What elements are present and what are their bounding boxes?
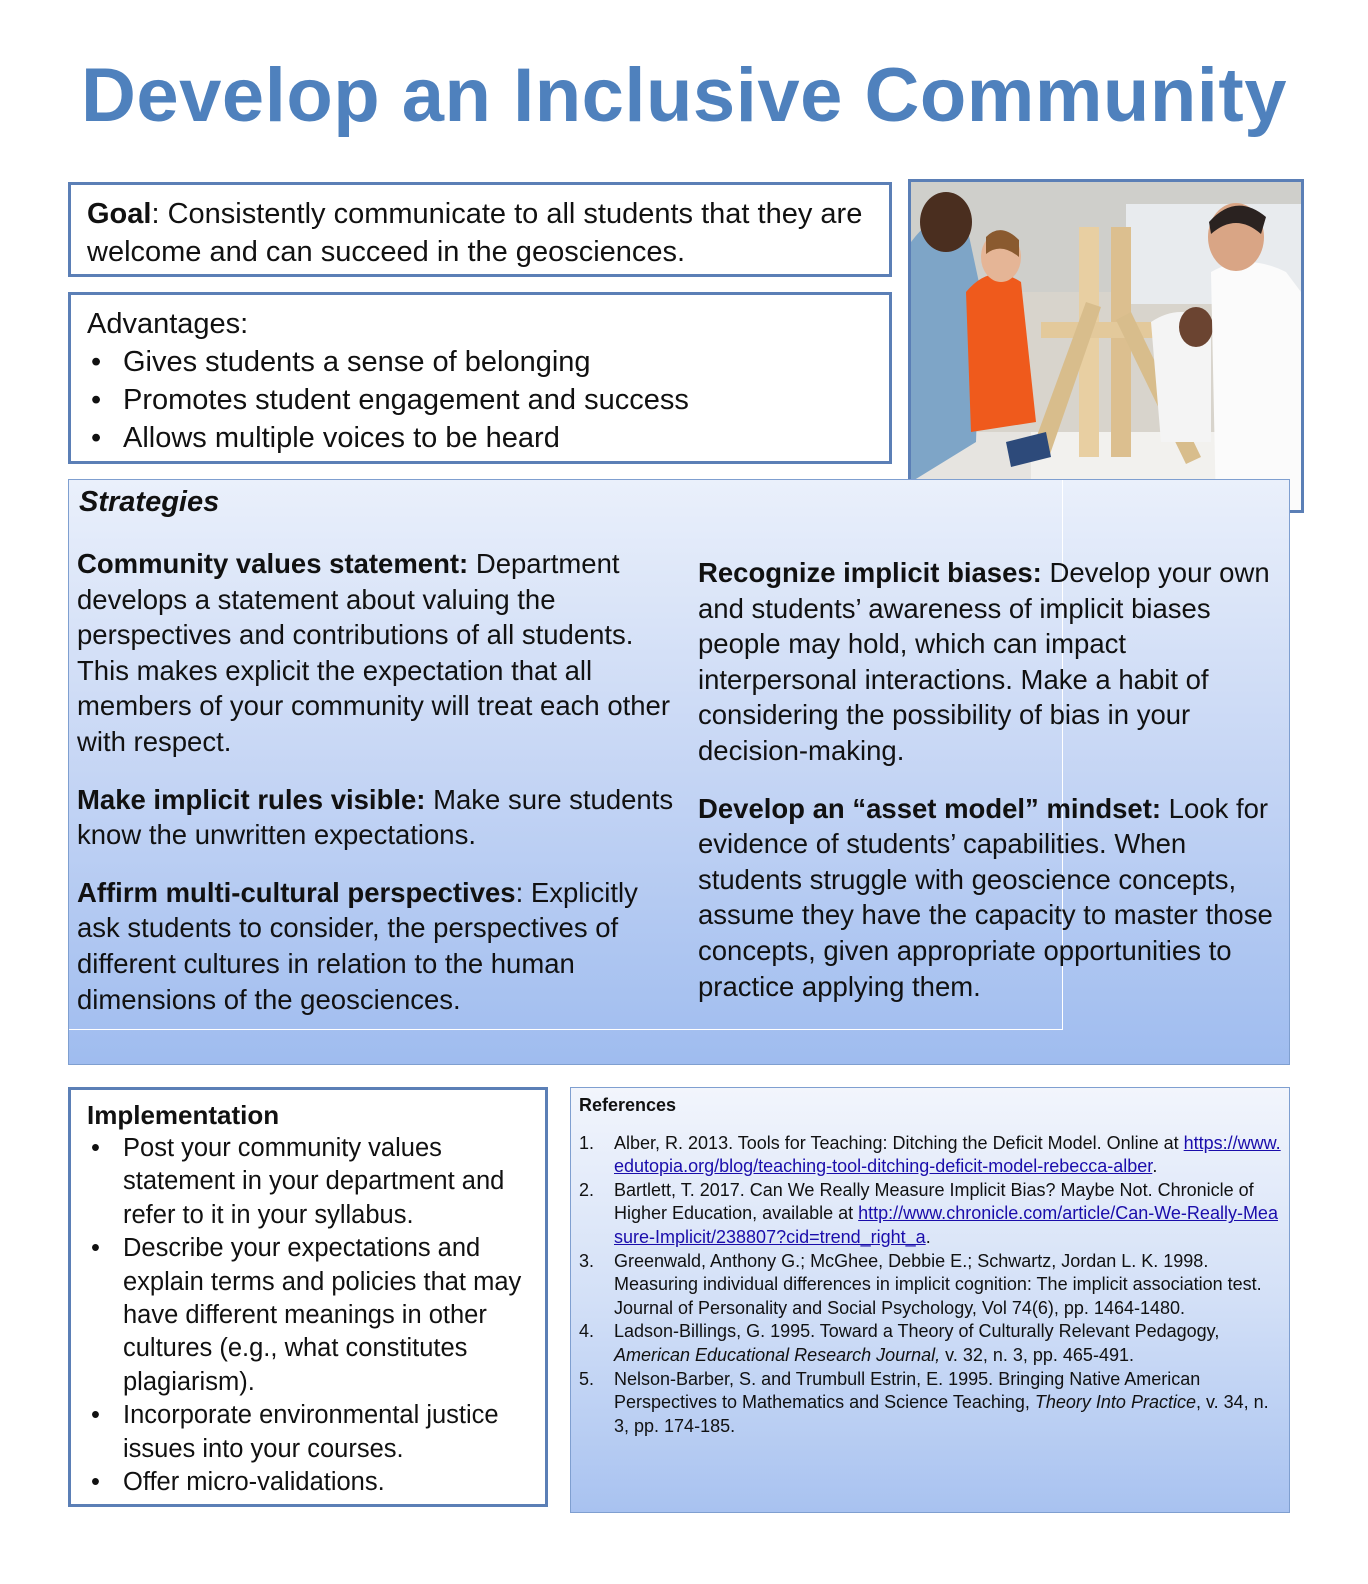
photo-illustration [911, 182, 1301, 510]
reference-item [579, 1320, 1281, 1367]
reference-text: v. 32, n. 3, pp. 465-491. [940, 1344, 1134, 1365]
reference-link[interactable]: http://www.chronicle.com/article/Can-We-Really-Measure-Implicit/238807?cid=trend_right_a [614, 1203, 1278, 1247]
strategy-text: : Explicitly ask students to consider, the perspectives of different cultures in relation to the human dimensions of the geosciences. [77, 876, 638, 1015]
reference-item [579, 1368, 1281, 1439]
reference-item [579, 1179, 1281, 1250]
students-building-photo [908, 179, 1304, 513]
reference-number: 4. [579, 1321, 595, 1342]
strategy-title: Develop an “asset model” mindset: [698, 792, 1162, 824]
advantages-box: Advantages: • Gives students a sense of belonging • Promotes student engagement and success • Allows multiple voices to be heard [68, 292, 892, 464]
strategy-text: Department develops a statement about valuing the perspectives and contributions of all students. This makes explicit the expectation that all members of your community will treat each other with respect. [77, 548, 670, 757]
strategy-item [698, 791, 1288, 1005]
reference-text: Nelson-Barber, S. and Trumbull Estrin, E. 1995. Bringing Native American Perspectives to Mathematics and Science Teaching, [614, 1368, 1201, 1413]
reference-item [579, 1132, 1281, 1179]
strategies-left-column [77, 546, 677, 1039]
list-item: • Post your community values statement in your department and refer to it in your syllabus. [87, 1132, 529, 1232]
strategy-item [698, 555, 1288, 769]
strategy-title: Recognize implicit biases: [698, 557, 1042, 588]
page-title: Develop an Inclusive Community [81, 53, 1287, 138]
strategy-item [77, 782, 677, 853]
reference-text: Greenwald, Anthony G.; McGhee, Debbie E.; Schwartz, Jordan L. K. 1998. Measuring individual differences in implicit cognition: The implicit association test. Journal of Personality and Social Psychology, Vol 74(6), pp. 1464-1480. [614, 1250, 1262, 1318]
strategies-heading: Strategies [79, 486, 220, 518]
reference-number: 5. [579, 1368, 595, 1389]
strategies-right-column [698, 555, 1288, 1026]
strategy-text: Develop your own and students’ awareness of implicit biases people may hold, which can impact interpersonal interactions. Make a habit of considering the possibility of bias in your decision-making. [698, 557, 1270, 766]
list-item: • Offer micro-validations. [87, 1466, 529, 1499]
list-item: • Describe your expectations and explain terms and policies that may have different meanings in other cultures (e.g., what constitutes plagiarism). [87, 1232, 529, 1399]
reference-text: . [925, 1226, 931, 1247]
advantages-label: Advantages [87, 308, 241, 340]
goal-label: Goal [87, 198, 152, 230]
references-box [570, 1087, 1290, 1513]
strategy-title: Community values statement: [77, 548, 469, 579]
reference-item [579, 1250, 1281, 1321]
reference-journal: American Educational Research Journal, [614, 1344, 941, 1365]
strategy-title: Affirm multi-cultural perspectives [77, 876, 516, 908]
reference-text: Bartlett, T. 2017. Can We Really Measure Implicit Bias? Maybe Not. Chronicle of Higher Education, available at [614, 1179, 1254, 1224]
references-heading: References [579, 1095, 677, 1115]
implementation-heading: Implementation [87, 1100, 280, 1130]
strategy-text: Make sure students know the unwritten expectations. [77, 783, 674, 851]
list-item: • Gives students a sense of belonging [87, 343, 873, 381]
strategy-text: Look for evidence of students’ capabilities. When students struggle with geoscience concepts, assume they have the capacity to master those concepts, given appropriate opportunities to practice applying them. [698, 792, 1273, 1002]
implementation-list [87, 1132, 529, 1499]
reference-text: . [1152, 1156, 1158, 1177]
goal-text: : Consistently communicate to all students that they are welcome and can succeed in the geosciences. [87, 198, 863, 268]
strategy-title: Make implicit rules visible: [77, 783, 426, 815]
strategy-item [77, 546, 677, 760]
reference-number: 2. [579, 1179, 595, 1200]
reference-text: , v. 34, n. 3, pp. 174-185. [614, 1392, 1269, 1436]
list-item: • Allows multiple voices to be heard [87, 419, 873, 457]
goal-box [68, 182, 892, 277]
advantages-list [87, 343, 873, 457]
list-item: • Incorporate environmental justice issues into your courses. [87, 1399, 529, 1466]
implementation-box [68, 1087, 548, 1507]
reference-text: Alber, R. 2013. Tools for Teaching: Ditching the Deficit Model. Online at [614, 1132, 1184, 1153]
reference-link[interactable]: https://www.edutopia.org/blog/teaching-tool-ditching-deficit-model-rebecca-alber [614, 1132, 1281, 1177]
reference-text: Ladson-Billings, G. 1995. Toward a Theory of Culturally Relevant Pedagogy, [614, 1321, 1220, 1342]
strategy-item [77, 875, 677, 1017]
references-list [579, 1132, 1281, 1439]
list-item: • Promotes student engagement and success [87, 381, 873, 419]
reference-number: 3. [579, 1250, 595, 1271]
reference-journal: Theory Into Practice [1034, 1392, 1196, 1413]
reference-number: 1. [579, 1132, 595, 1153]
strategies-panel [68, 479, 1290, 1065]
